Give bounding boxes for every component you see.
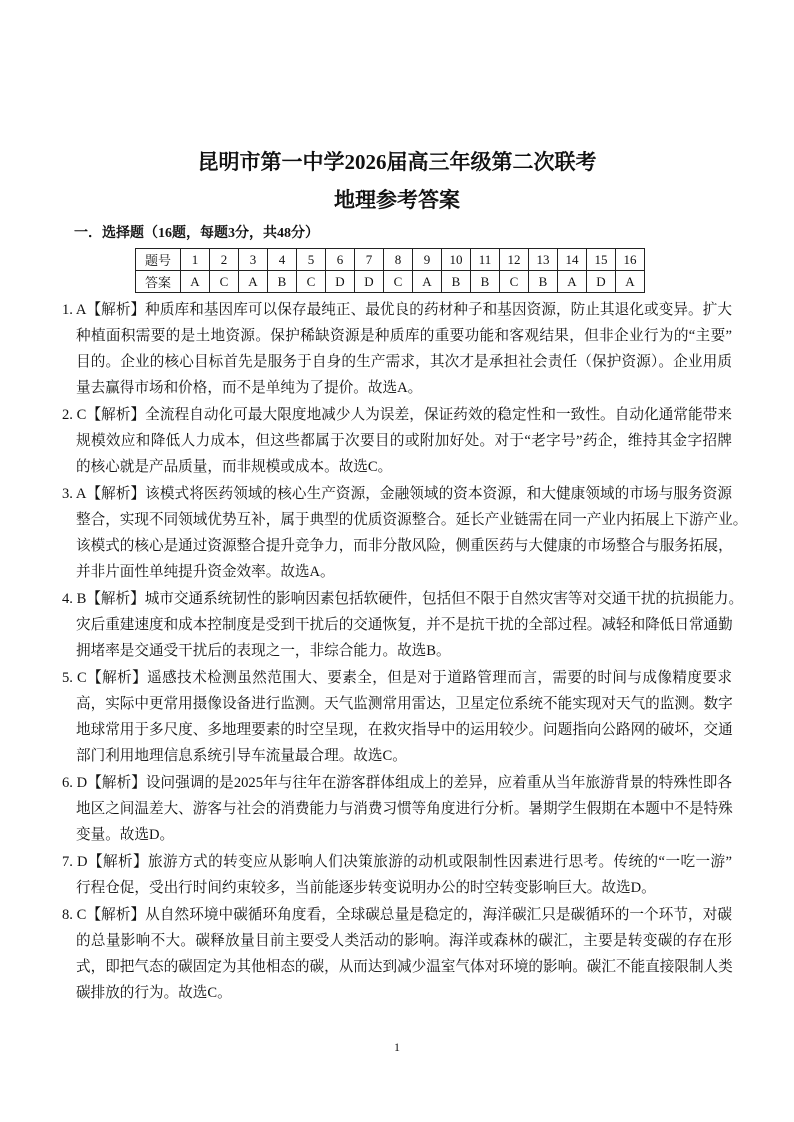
answer-cell: D <box>587 271 616 293</box>
explanation-line: 7. D【解析】旅游方式的转变应从影响人们决策旅游的动机或限制性因素进行思考。传统的“一吃一游” <box>62 854 732 870</box>
answer-cell: A <box>239 271 268 293</box>
explanation-line: 量去赢得市场和价格，而不是单纯为了提价。故选A。 <box>76 380 423 396</box>
explanation-line: 规模效应和降低人力成本，但这些都属于次要目的或附加好处。对于“老字号”药企，维持其金字招牌 <box>76 433 732 449</box>
explanation-item <box>62 849 732 901</box>
answer-cell: B <box>529 271 558 293</box>
explanation-line: 变量。故选D。 <box>76 827 175 843</box>
explanation-line: 整合，实现不同领域优势互补，属于典型的优质资源整合。延长产业链需在同一产业内拓展上下游产业。 <box>76 512 748 528</box>
explanation-line: 种植面积需要的是土地资源。保护稀缺资源是种质库的重要功能和客观结果，但非企业行为的“主要” <box>76 328 732 344</box>
explanations-list <box>62 297 748 1007</box>
answer-cell: A <box>181 271 210 293</box>
answer-cell: B <box>471 271 500 293</box>
answer-cell: A <box>413 271 442 293</box>
document-subtitle: 地理参考答案 <box>334 188 460 212</box>
question-number-cell: 2 <box>210 249 239 271</box>
question-number-cell: 9 <box>413 249 442 271</box>
explanation-line: 目的。企业的核心目标首先是服务于自身的生产需求，其次才是承担社会责任（保护资源）。企业用质 <box>76 354 732 370</box>
answer-cell: B <box>442 271 471 293</box>
explanation-line: 的总量影响不大。碳释放量目前主要受人类活动的影响。海洋或森林的碳汇，主要是转变碳的存在形 <box>76 933 732 949</box>
explanation-item <box>62 586 744 664</box>
question-number-cell: 7 <box>355 249 384 271</box>
answer-cell: D <box>355 271 384 293</box>
explanation-line: 高，实际中更常用摄像设备进行监测。天气监测常用雷达，卫星定位系统不能实现对天气的监测。数字 <box>76 696 733 712</box>
question-number-cell: 6 <box>326 249 355 271</box>
answer-cell: C <box>500 271 529 293</box>
answer-cell: C <box>297 271 326 293</box>
answer-cell: D <box>326 271 355 293</box>
question-number-row <box>136 249 645 271</box>
document-title: 昆明市第一中学2026届高三年级第二次联考 <box>197 150 597 174</box>
question-number-cell: 1 <box>181 249 210 271</box>
question-number-cell: 12 <box>500 249 529 271</box>
question-number-cell: 15 <box>587 249 616 271</box>
question-number-cell: 14 <box>558 249 587 271</box>
explanation-line: 并非片面性单纯提升资金效率。故选A。 <box>76 564 335 580</box>
question-number-cell: 8 <box>384 249 413 271</box>
explanation-line: 6. D【解析】设问强调的是2025年与往年在游客群体组成上的差异，应着重从当年旅游背景的特殊性即各 <box>62 775 732 791</box>
explanation-line: 8. C【解析】从自然环境中碳循环角度看，全球碳总量是稳定的，海洋碳汇只是碳循环的一个环节，对碳 <box>62 907 732 923</box>
explanation-line: 2. C【解析】全流程自动化可最大限度地减少人为误差，保证药效的稳定性和一致性。自动化通常能带来 <box>62 407 732 423</box>
explanation-item <box>62 902 732 1006</box>
row-label: 题号 <box>136 249 181 271</box>
explanation-line: 1. A【解析】种质库和基因库可以保存最纯正、最优良的药材种子和基因资源，防止其退化或变异。扩大 <box>62 302 732 318</box>
question-number-cell: 13 <box>529 249 558 271</box>
answer-table <box>135 248 645 293</box>
answer-row <box>136 271 645 293</box>
answer-cell: A <box>558 271 587 293</box>
question-number-cell: 3 <box>239 249 268 271</box>
answer-cell: C <box>384 271 413 293</box>
row-label: 答案 <box>136 271 181 293</box>
explanation-line: 式，即把气态的碳固定为其他相态的碳，从而达到减少温室气体对环境的影响。碳汇不能直接限制人类 <box>76 959 733 975</box>
explanation-item <box>62 770 732 848</box>
answer-cell: C <box>210 271 239 293</box>
explanation-item <box>62 402 732 480</box>
explanation-line: 该模式的核心是通过资源整合提升竞争力，而非分散风险，侧重医药与大健康的市场整合与服务拓展， <box>76 538 733 554</box>
explanation-line: 3. A【解析】该模式将医药领域的核心生产资源，金融领域的资本资源，和大健康领域的市场与服务资源 <box>62 486 732 502</box>
explanation-line: 4. B【解析】城市交通系统韧性的影响因素包括软硬件，包括但不限于自然灾害等对交通干扰的抗损能力。 <box>62 591 744 607</box>
explanation-line: 部门利用地理信息系统引导车流量最合理。故选C。 <box>76 748 407 764</box>
question-number-cell: 5 <box>297 249 326 271</box>
explanation-line: 灾后重建速度和成本控制度是受到干扰后的交通恢复，并不是抗干扰的全部过程。减轻和降低日常通勤 <box>76 617 733 633</box>
page-number: 1 <box>394 1040 400 1054</box>
section-heading: 一．选择题（16题，每题3分，共48分） <box>74 226 319 241</box>
question-number-cell: 11 <box>471 249 500 271</box>
explanation-line: 地球常用于多尺度、多地理要素的时空呈现，在救灾指导中的运用较少。问题指向公路网的破坏，交通 <box>76 722 733 738</box>
explanation-line: 拥堵率是交通受干扰后的表现之一，非综合能力。故选B。 <box>76 643 451 659</box>
explanation-item <box>62 297 732 401</box>
explanation-line: 5. C【解析】遥感技术检测虽然范围大、要素全，但是对于道路管理而言，需要的时间与成像精度要求 <box>62 670 732 686</box>
question-number-cell: 4 <box>268 249 297 271</box>
question-number-cell: 16 <box>616 249 645 271</box>
answer-cell: A <box>616 271 645 293</box>
answer-cell: B <box>268 271 297 293</box>
explanation-item <box>62 665 732 769</box>
explanation-item <box>62 481 748 585</box>
explanation-line: 行程仓促，受出行时间约束较多，当前能逐步转变说明办公的时空转变影响巨大。故选D。 <box>76 880 656 896</box>
explanation-line: 的核心就是产品质量，而非规模或成本。故选C。 <box>76 459 393 475</box>
question-number-cell: 10 <box>442 249 471 271</box>
explanation-line: 地区之间温差大、游客与社会的消费能力与消费习惯等角度进行分析。暑期学生假期在本题中不是特殊 <box>76 801 733 817</box>
explanation-line: 碳排放的行为。故选C。 <box>76 985 232 1001</box>
